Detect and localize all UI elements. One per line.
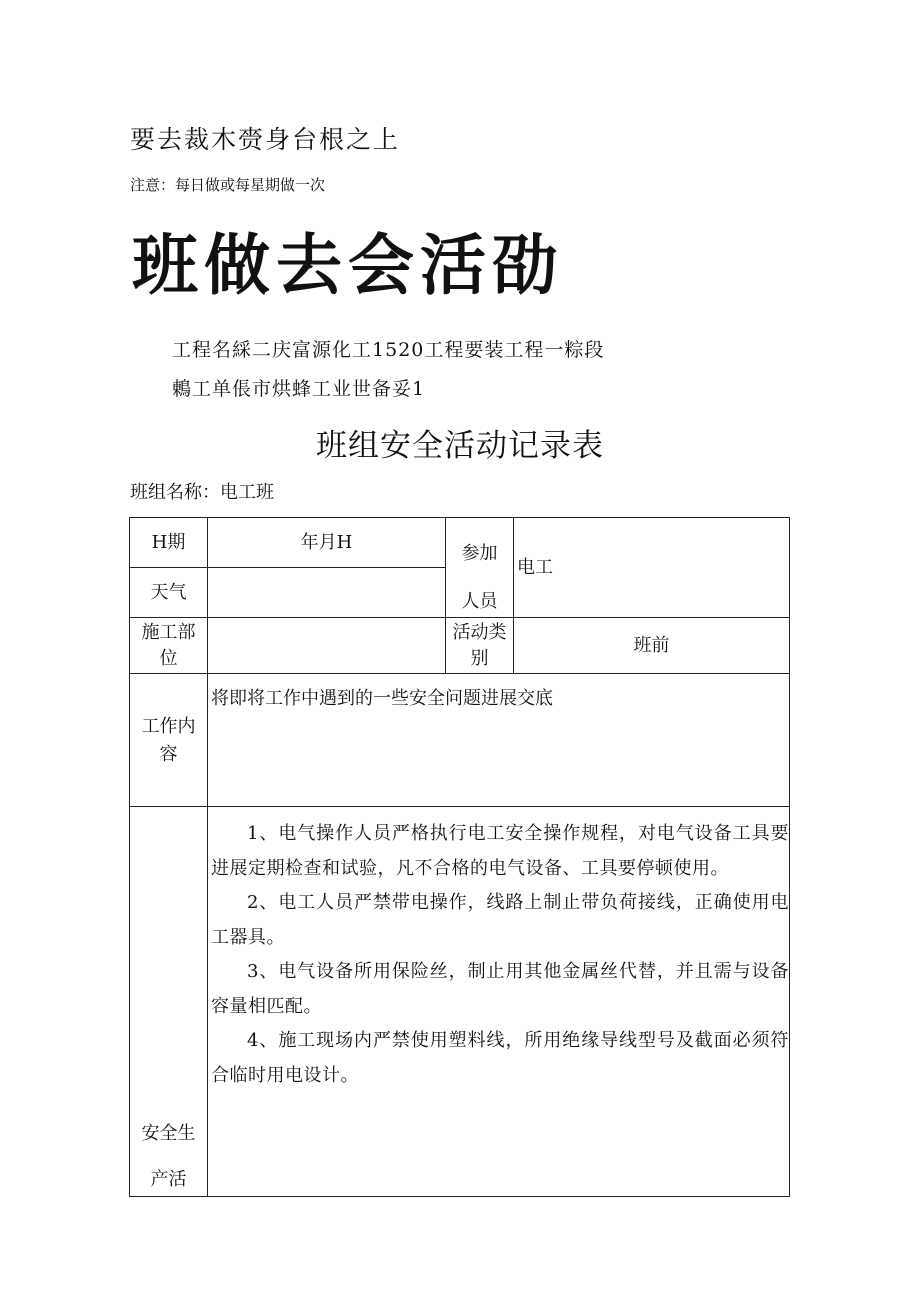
team-value: 电工班 bbox=[220, 482, 274, 503]
table-line-work-bottom bbox=[129, 806, 790, 807]
safety-item: 1、电气操作人员严格执行电工安全操作规程，对电气设备工具要进展定期检查和试验，凡不合格的电气设备、工具要停顿使用。 bbox=[211, 823, 789, 879]
location-label-line2: 位 bbox=[159, 648, 178, 669]
team-label: 班组名称： bbox=[130, 482, 220, 503]
date-label: H期 bbox=[151, 531, 186, 553]
construction-value: 市烘蜂工业世备妥1 bbox=[252, 378, 426, 400]
form-title: 班组安全活动记录表 bbox=[316, 428, 604, 464]
participants-value: 电工 bbox=[517, 557, 553, 578]
date-value: 年月H bbox=[300, 531, 353, 553]
activity-type-label-line2: 别 bbox=[470, 648, 489, 669]
table-border-bottom bbox=[129, 1196, 790, 1197]
work-content-label-line1: 工作内 bbox=[141, 716, 196, 737]
location-value bbox=[208, 618, 445, 673]
construction-label: 鶇工单倀 bbox=[172, 378, 253, 400]
weather-value bbox=[208, 568, 445, 617]
safety-label-line1: 安全生 bbox=[141, 1123, 196, 1144]
table-border-left bbox=[129, 517, 130, 1197]
participants-label-line1: 参加 bbox=[461, 543, 498, 564]
project-line bbox=[172, 335, 604, 362]
safety-items bbox=[211, 817, 789, 1093]
participants-label-line2: 人员 bbox=[461, 591, 498, 612]
work-content-value: 将即将工作中遇到的一些安全问题进展交底 bbox=[211, 688, 553, 709]
big-title: 班做去会活劭 bbox=[132, 226, 564, 304]
activity-type-label-line1: 活动类 bbox=[452, 622, 507, 643]
frequency-note: 注意：每日做或每星期做一次 bbox=[130, 176, 326, 194]
header-top-line: 要去裁木赍身台根之上 bbox=[130, 125, 401, 154]
activity-type-value: 班前 bbox=[633, 634, 670, 656]
team-name-line bbox=[130, 478, 274, 504]
table-line-location-bottom bbox=[129, 673, 790, 674]
construction-unit-line bbox=[172, 374, 425, 401]
safety-item: 3、电气设备所用保险丝，制止用其他金属丝代替，并且需与设备容量相匹配。 bbox=[211, 961, 789, 1017]
project-label: 工程名綵 bbox=[172, 339, 253, 361]
safety-label-line2: 产活 bbox=[150, 1169, 187, 1190]
project-value: 二庆富源化工1520工程要装工程一粽段 bbox=[252, 339, 605, 361]
safety-item: 4、施工现场内严禁使用塑料线，所用绝缘导线型号及截面必须符合临时用电设计。 bbox=[211, 1030, 789, 1086]
weather-label: 天气 bbox=[150, 581, 187, 603]
location-label-line1: 施工部 bbox=[141, 622, 196, 643]
table-border-right bbox=[789, 517, 790, 1197]
safety-item: 2、电工人员严禁带电操作，线路上制止带负荷接线，正确使用电工器具。 bbox=[211, 892, 789, 948]
work-content-label-line2: 容 bbox=[159, 744, 178, 765]
